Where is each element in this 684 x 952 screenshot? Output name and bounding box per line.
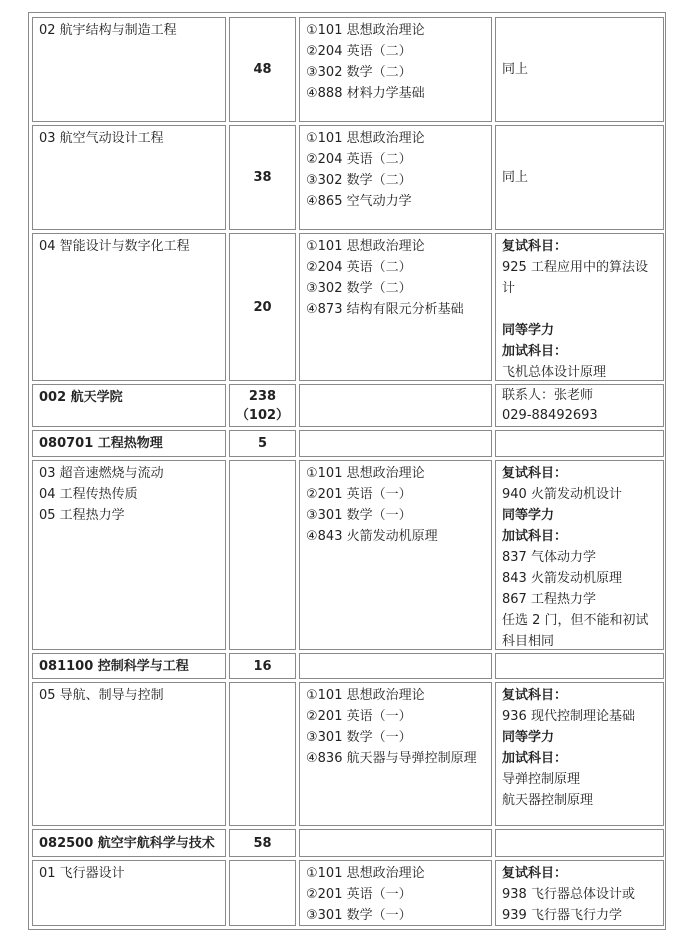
enrollment-count (229, 233, 296, 381)
research-direction (32, 860, 226, 926)
remark-text: 同上 (502, 170, 529, 185)
extra-subject: 飞机总体设计原理 (502, 365, 607, 380)
subject-item: ②204 英语（二） (306, 260, 412, 275)
exam-subjects (299, 17, 492, 122)
remarks (495, 860, 664, 926)
retest-label: 复试科目： (502, 239, 568, 254)
subject-item: ④843 火箭发动机原理 (306, 529, 438, 544)
extra-exam-label: 加试科目： (502, 529, 568, 544)
exam-subjects (299, 682, 492, 826)
contact-phone: 029-88492693 (502, 408, 598, 423)
remarks (495, 829, 664, 857)
direction-text: 02 航宇结构与制造工程 (39, 23, 177, 38)
subject-item: ①101 思想政治理论 (306, 239, 425, 254)
count-text: 58 (253, 835, 272, 851)
count-text: 38 (253, 170, 272, 185)
count-text: 16 (253, 658, 272, 674)
enrollment-count (229, 682, 296, 826)
retest-label: 复试科目： (502, 866, 568, 881)
contact-person: 联系人：张老师 (502, 388, 594, 403)
school-name (32, 384, 226, 427)
count-text: 238 (248, 388, 277, 404)
enrollment-count (229, 860, 296, 926)
exam-subjects (299, 460, 492, 650)
enrollment-count (229, 829, 296, 857)
subject-item: ③301 数学（一） (306, 508, 412, 523)
major-text: 082500 航空宇航科学与技术 (39, 835, 215, 851)
retest-subject: 936 现代控制理论基础 (502, 709, 635, 724)
enrollment-count (229, 653, 296, 679)
school-text: 002 航天学院 (39, 390, 123, 405)
remarks (495, 682, 664, 826)
count-text: 48 (253, 62, 272, 77)
major-name (32, 829, 226, 857)
exam-subjects (299, 384, 492, 427)
equivalent-label: 同等学力 (502, 730, 555, 745)
exam-subjects (299, 829, 492, 857)
subject-item: ①101 思想政治理论 (306, 466, 425, 481)
retest-label: 复试科目： (502, 688, 568, 703)
major-text: 080701 工程热物理 (39, 436, 163, 451)
retest-subject: 938 飞行器总体设计或939 飞行器飞行力学 (502, 887, 635, 923)
retest-subject: 925 工程应用中的算法设计 (502, 260, 648, 296)
remarks (495, 653, 664, 679)
count-subtext: （102） (235, 407, 290, 423)
exam-subjects (299, 233, 492, 381)
direction-text: 04 工程传热传质 (39, 487, 138, 502)
major-name (32, 653, 226, 679)
remark-text: 同上 (502, 62, 529, 77)
subject-item: ④836 航天器与导弹控制原理 (306, 751, 477, 766)
remarks (495, 460, 664, 650)
extra-subject: 航天器控制原理 (502, 793, 594, 808)
research-direction (32, 460, 226, 650)
equivalent-label: 同等学力 (502, 323, 555, 338)
direction-text: 01 飞行器设计 (39, 866, 125, 881)
extra-note: 任选 2 门，但不能和初试科目相同 (502, 613, 649, 649)
direction-text: 05 导航、制导与控制 (39, 688, 164, 703)
remarks (495, 125, 664, 230)
exam-subjects (299, 653, 492, 679)
enrollment-count (229, 17, 296, 122)
retest-label: 复试科目： (502, 466, 568, 481)
extra-exam-label: 加试科目： (502, 344, 568, 359)
subject-item: ②201 英语（一） (306, 887, 412, 902)
extra-subject: 导弹控制原理 (502, 772, 581, 787)
enrollment-count (229, 125, 296, 230)
spacer (502, 299, 657, 320)
equivalent-label: 同等学力 (502, 508, 555, 523)
remarks (495, 430, 664, 457)
exam-subjects (299, 860, 492, 926)
extra-exam-label: 加试科目： (502, 751, 568, 766)
subject-item: ①101 思想政治理论 (306, 23, 425, 38)
contact-info (495, 384, 664, 427)
count-text: 5 (257, 436, 268, 451)
enrollment-count (229, 384, 296, 427)
subject-item: ①101 思想政治理论 (306, 866, 425, 881)
subject-item: ③302 数学（二） (306, 173, 412, 188)
research-direction (32, 125, 226, 230)
extra-subject: 837 气体动力学 (502, 550, 596, 565)
extra-subject: 867 工程热力学 (502, 592, 596, 607)
enrollment-count (229, 430, 296, 457)
subject-item: ③301 数学（一） (306, 908, 412, 923)
subject-item: ②204 英语（二） (306, 152, 412, 167)
major-name (32, 430, 226, 457)
direction-text: 04 智能设计与数字化工程 (39, 239, 190, 254)
subject-item: ③301 数学（一） (306, 730, 412, 745)
direction-text: 03 超音速燃烧与流动 (39, 466, 164, 481)
remarks (495, 233, 664, 381)
exam-subjects (299, 430, 492, 457)
major-text: 081100 控制科学与工程 (39, 658, 189, 674)
subject-item: ①101 思想政治理论 (306, 688, 425, 703)
subject-item: ②201 英语（一） (306, 709, 412, 724)
remarks (495, 17, 664, 122)
research-direction (32, 17, 226, 122)
subject-item: ③302 数学（二） (306, 281, 412, 296)
count-text: 20 (253, 299, 272, 315)
research-direction (32, 682, 226, 826)
exam-subjects (299, 125, 492, 230)
direction-text: 05 工程热力学 (39, 508, 125, 523)
retest-subject: 940 火箭发动机设计 (502, 487, 622, 502)
subject-item: ②201 英语（一） (306, 487, 412, 502)
subject-item: ④888 材料力学基础 (306, 86, 425, 101)
subject-item: ④865 空气动力学 (306, 194, 412, 209)
enrollment-count (229, 460, 296, 650)
subject-item: ①101 思想政治理论 (306, 131, 425, 146)
subject-item: ③302 数学（二） (306, 65, 412, 80)
research-direction (32, 233, 226, 381)
subject-item: ②204 英语（二） (306, 44, 412, 59)
extra-subject: 843 火箭发动机原理 (502, 571, 622, 586)
subject-item: ④873 结构有限元分析基础 (306, 302, 464, 317)
direction-text: 03 航空气动设计工程 (39, 131, 164, 146)
